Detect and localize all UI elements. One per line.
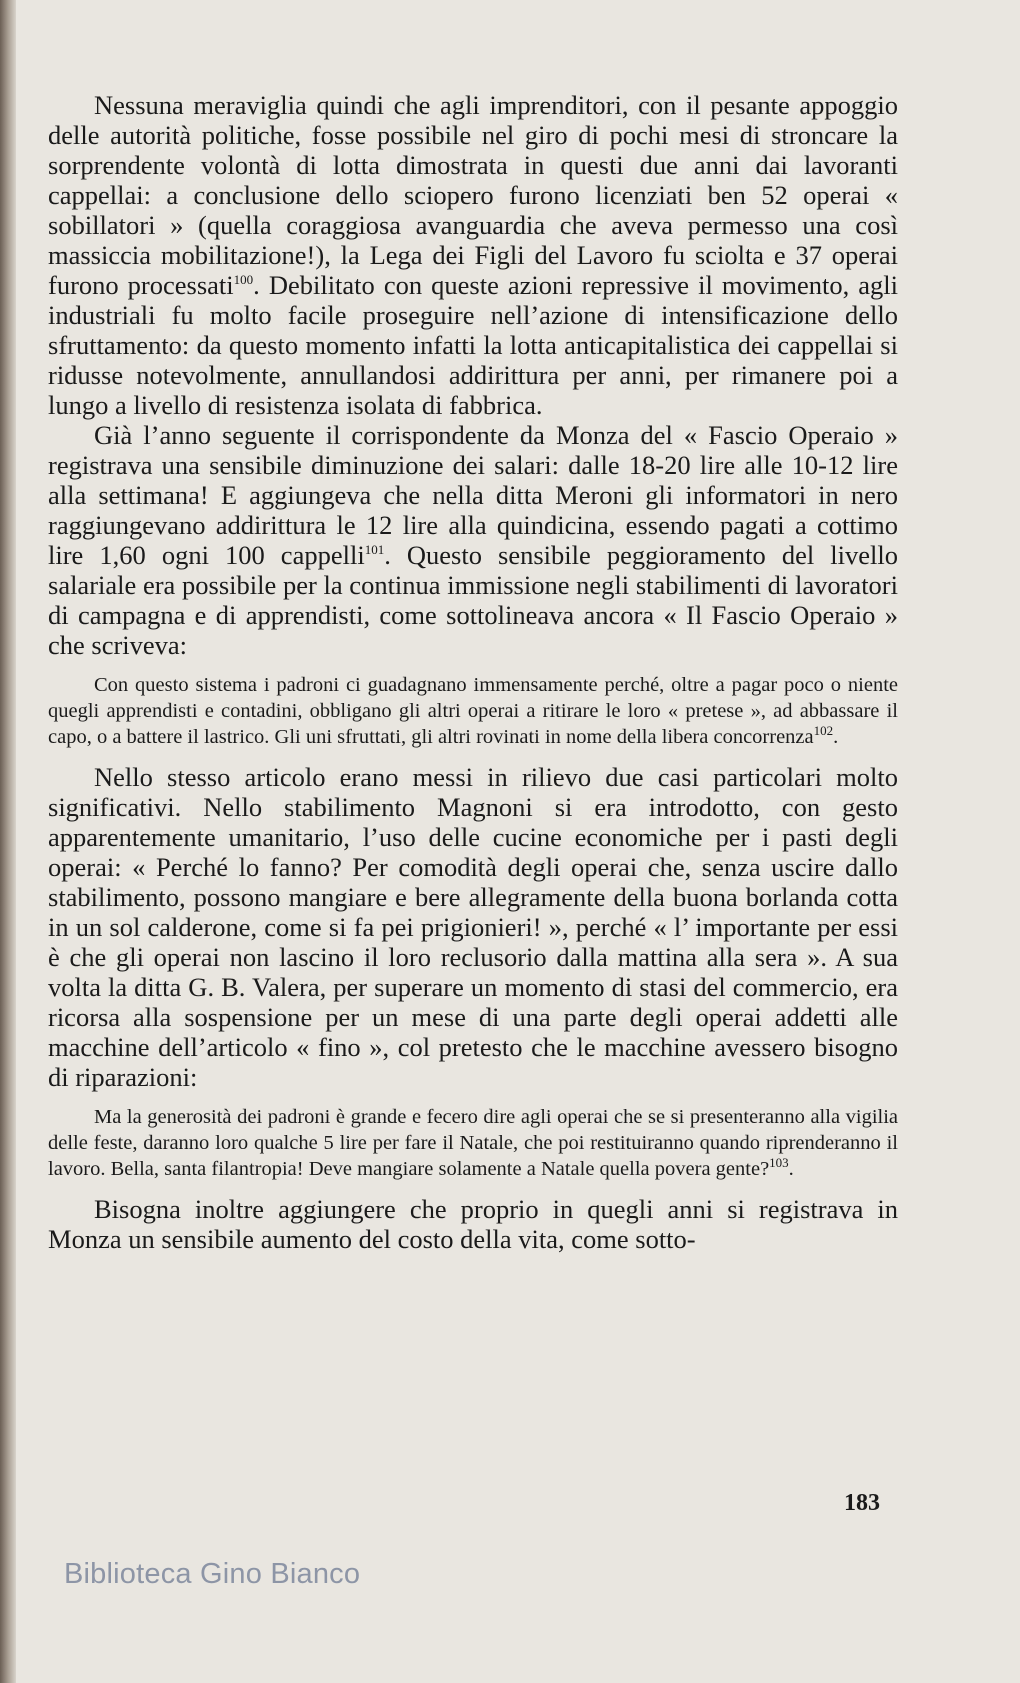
- block-quote-1-text: Con questo sistema i padroni ci guadagnano immensamente perché, oltre a pagar poco o niente quegli apprendisti e contadini, obbligano gli altri operai a ritirare le loro « pretese », ad abbassare il capo, o a battere il lastrico. Gli uni sfruttati, gli altri rovinati in nome della libera concorrenza: [48, 674, 898, 748]
- paragraph-1-text: Nessuna meraviglia quindi che agli imprenditori, con il pesante appoggio delle autorità politiche, fosse possibile nel giro di pochi mesi di stroncare la sorprendente volontà di lotta dimostrata in questi due anni dai lavoranti cappellai: a conclusione dello sciopero furono licenziati ben 52 operai « sobillatori » (quella coraggiosa avanguardia che aveva permesso una così massiccia mobilitazione!), la Lega dei Figli del Lavoro fu sciolta e 37 operai furono processati: [48, 90, 898, 300]
- paragraph-1-text-cont: . Debilitato con queste azioni repressive il movimento, agli industriali fu molto facile proseguire nell’azione di intensificazione dello sfruttamento: da questo momento infatti la lotta anticapitalistica dei cappellai si ridusse notevolmente, annullandosi addirittura per anni, per rimanere poi a lungo a livello di resistenza isolata di fabbrica.: [48, 270, 898, 420]
- footnote-ref-103: 103: [769, 1155, 789, 1171]
- block-quote-1-end: .: [833, 726, 839, 748]
- paragraph-4: [48, 1194, 898, 1254]
- block-quote-2-end: .: [788, 1158, 794, 1180]
- footnote-ref-100: 100: [233, 272, 254, 288]
- footnote-ref-101: 101: [364, 542, 385, 558]
- paragraph-2-text-cont: . Questo sensibile peggioramento del livello salariale era possibile per la continua immissione negli stabilimenti di lavoratori di campagna e di apprendisti, come sottolineava ancora « Il Fascio Operaio » che scriveva:: [48, 540, 898, 660]
- page-body: [48, 90, 898, 1254]
- page-number: 183: [844, 1490, 880, 1516]
- block-quote-2: [48, 1104, 898, 1182]
- paragraph-4-text: Bisogna inoltre aggiungere che proprio in quegli anni si registrava in Monza un sensibile aumento del costo della vita, come sotto-: [48, 1194, 898, 1254]
- block-quote-1: [48, 672, 898, 750]
- paragraph-3: [48, 762, 898, 1092]
- paragraph-1: [48, 90, 898, 420]
- footnote-ref-102: 102: [813, 723, 834, 739]
- library-watermark: Biblioteca Gino Bianco: [64, 1558, 361, 1590]
- paragraph-2: [48, 420, 898, 660]
- book-spine-shadow: [0, 0, 16, 1683]
- paragraph-3-text: Nello stesso articolo erano messi in rilievo due casi particolari molto significativi. Nello stabilimento Magnoni si era introdotto, con gesto apparentemente umanitario, l’uso delle cucine economiche per i pasti degli operai: « Perché lo fanno? Per comodità degli operai che, senza uscire dallo stabilimento, possono mangiare e bere allegramente della buona borlanda cotta in un sol calderone, come si fa pei prigionieri! », perché « l’ importante per essi è che gli operai non lascino il loro reclusorio dalla mattina alla sera ». A sua volta la ditta G. B. Valera, per superare un momento di stasi del commercio, era ricorsa alla sospensione per un mese di una parte degli operai addetti alle macchine dell’articolo « fino », col pretesto che le macchine avessero bisogno di riparazioni:: [48, 762, 898, 1092]
- block-quote-2-text: Ma la generosità dei padroni è grande e fecero dire agli operai che se si presenteranno alla vigilia delle feste, daranno loro qualche 5 lire per fare il Natale, che poi restituiranno quando riprenderanno il lavoro. Bella, santa filantropia! Deve mangiare solamente a Natale quella povera gente?: [48, 1106, 898, 1180]
- paragraph-2-text: Già l’anno seguente il corrispondente da Monza del « Fascio Operaio » registrava una sensibile diminuzione dei salari: dalle 18-20 lire alle 10-12 lire alla settimana! E aggiungeva che nella ditta Meroni gli informatori in nero raggiungevano addirittura le 12 lire alla quindicina, essendo pagati a cottimo lire 1,60 ogni 100 cappelli: [48, 420, 898, 570]
